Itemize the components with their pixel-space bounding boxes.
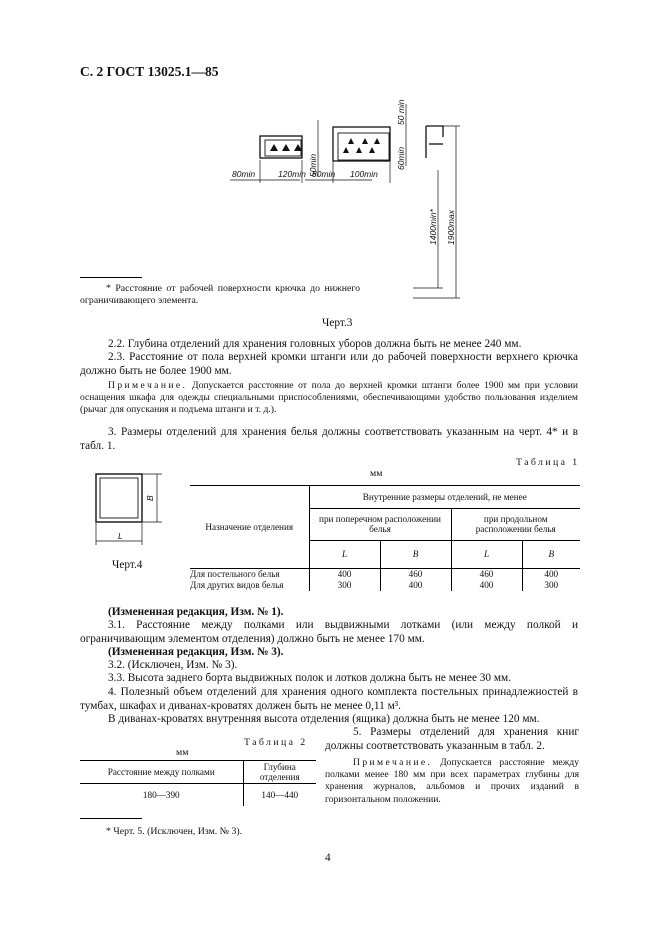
page-number: 4 — [325, 852, 331, 864]
dim-label: 50 min — [396, 99, 406, 125]
note-2 — [325, 757, 579, 806]
sub-header: L — [451, 540, 522, 568]
note-text: Допускается расстояние между полками менее 180 мм при всех параметрах глубины для хранения журналов, альбомов и прочих изданий в горизонтальном положении. — [325, 757, 579, 805]
dim-label: 1400min* — [428, 209, 438, 245]
table-1-title: Таблица 1 — [516, 457, 580, 468]
figure-3-caption: Черт.3 — [322, 317, 353, 329]
table-2 — [80, 760, 316, 806]
dim-b-label: B — [145, 495, 155, 501]
col-depth: Глубина отделения — [243, 761, 316, 783]
table-cell: 300 — [522, 580, 580, 591]
dim-label: 100min — [350, 169, 378, 179]
paragraph-4: 4. Полезный объем отделений для хранения одного комплекта постельных принадлежностей в тумбах, шкафах и диванах-кроватях должен быть не менее 0,11 м³. — [80, 686, 578, 712]
figure-4-drawing — [88, 470, 168, 550]
paragraph-2-2: 2.2. Глубина отделений для хранения головных уборов должна быть не менее 240 мм. — [108, 338, 522, 350]
sub-header: L — [309, 540, 380, 568]
col-cross-header: при поперечном расположении белья — [309, 508, 451, 540]
edition-note-1: (Измененная редакция, Изм. № 1). — [108, 606, 284, 618]
col-shelf-distance: Расстояние между полками — [107, 766, 215, 777]
dim-label: 80min — [232, 169, 256, 179]
dim-l-label: L — [118, 531, 123, 541]
paragraph-3-1: 3.1. Расстояние между полками или выдвижными лотками (или между полкой и ограничивающим элементом отделения) должно быть не менее 170 мм. — [80, 619, 578, 645]
figure-3-drawing — [225, 92, 475, 304]
paragraph-3: 3. Размеры отделений для хранения белья должны соответствовать указанным на черт. 4* и в табл. 1. — [80, 426, 578, 452]
paragraph-5: 5. Размеры отделений для хранения книг должны соответствовать указанным в табл. 2. — [325, 726, 579, 752]
page-header: С. 2 ГОСТ 13025.1—85 — [80, 64, 219, 79]
table-2-title: Таблица 2 — [244, 737, 308, 748]
table-cell: 180—390 — [142, 789, 180, 800]
paragraph-4-b: В диванах-кроватях внутренняя высота отделения (ящика) должна быть не менее 120 мм. — [108, 713, 540, 725]
footnote-2: * Черт. 5. (Исключен, Изм. № 3). — [106, 826, 243, 837]
table-1-unit: мм — [370, 468, 383, 479]
note-label: Примечание. — [353, 757, 433, 768]
note-1 — [80, 380, 578, 417]
dim-label: 1900max — [446, 210, 456, 245]
dim-label: 120min — [278, 169, 306, 179]
table-cell: 140—440 — [243, 784, 316, 806]
paragraph-2-3: 2.3. Расстояние от пола верхней кромки штанги или до рабочей поверхности верхнего крючка должно быть не более 1900 мм. — [80, 351, 578, 377]
sub-header: B — [380, 540, 451, 568]
figure-3-footnote: * Расстояние от рабочей поверхности крючка до нижнего ограничивающего элемента. — [80, 283, 360, 307]
edition-note-3: (Измененная редакция, Изм. № 3). — [108, 646, 284, 658]
table-1 — [190, 485, 580, 591]
table-cell: 400 — [522, 569, 580, 580]
col-purpose-header: Назначение отделения — [205, 521, 294, 532]
col-long-header: при продольном расположении белья — [451, 508, 580, 540]
paragraph-3-3: 3.3. Высота заднего борта выдвижных полок и лотков должна быть не менее 30 мм. — [108, 672, 512, 684]
row-name: Для постельного белья — [190, 569, 280, 579]
figure-4-caption: Черт.4 — [112, 559, 143, 571]
table-cell: 400 — [309, 569, 380, 580]
dim-label: 50min — [308, 153, 318, 177]
note-text: Допускается расстояние от пола до верхней кромки штанги более 1900 мм при условии оснащения шкафа для одежды специальными приспособлениями, обеспечивающими удобство пользования изделием (рычаг для опускания и подъема штанги и т. д.). — [80, 380, 578, 416]
table-cell: 460 — [451, 569, 522, 580]
table-cell: 300 — [309, 580, 380, 591]
sub-header: B — [522, 540, 580, 568]
col-inner-header: Внутренние размеры отделений, не менее — [309, 486, 580, 508]
table-cell: 400 — [451, 580, 522, 591]
row-name: Для других видов белья — [190, 580, 284, 590]
dim-label: 80min — [312, 169, 336, 179]
paragraph-3-2: 3.2. (Исключен, Изм. № 3). — [108, 659, 238, 671]
note-label: Примечание. — [108, 380, 188, 391]
table-2-unit: мм — [176, 747, 189, 758]
table-cell: 460 — [380, 569, 451, 580]
dim-label: 60min — [396, 146, 406, 170]
table-cell: 400 — [380, 580, 451, 591]
